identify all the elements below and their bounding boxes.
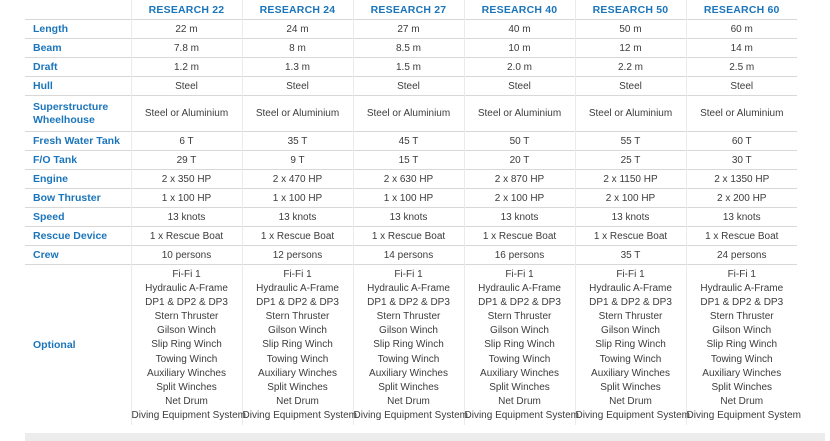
optional-item: Gilson Winch bbox=[268, 325, 327, 337]
spec-value bbox=[464, 265, 579, 426]
spec-value: 22 m bbox=[131, 20, 242, 39]
spec-value: 2 x 1150 HP bbox=[575, 170, 686, 189]
optional-item: Hydraulic A-Frame bbox=[256, 283, 339, 295]
spec-value: 1 x Rescue Boat bbox=[686, 227, 797, 246]
optional-item: Hydraulic A-Frame bbox=[367, 283, 450, 295]
spec-value: 10 m bbox=[464, 39, 575, 58]
table-row bbox=[25, 227, 797, 246]
spec-value: 2 x 100 HP bbox=[464, 189, 575, 208]
spec-value: 2 x 200 HP bbox=[686, 189, 797, 208]
optional-item: Split Winches bbox=[156, 381, 217, 393]
row-label: Length bbox=[33, 22, 68, 35]
spec-value: 2.5 m bbox=[686, 58, 797, 77]
spec-value: 13 knots bbox=[242, 208, 353, 227]
spec-value: 50 m bbox=[575, 20, 686, 39]
spec-value: Steel bbox=[353, 77, 464, 96]
header-row bbox=[25, 0, 797, 20]
optional-item: Towing Winch bbox=[377, 353, 440, 365]
optional-item: DP1 & DP2 & DP3 bbox=[478, 297, 561, 309]
spec-value: 9 T bbox=[242, 151, 353, 170]
spec-value: 45 T bbox=[353, 132, 464, 151]
table-row bbox=[25, 20, 797, 39]
row-label: Engine bbox=[33, 172, 69, 185]
spec-value: 7.8 m bbox=[131, 39, 242, 58]
row-label: Beam bbox=[33, 41, 62, 54]
optional-item: Slip Ring Winch bbox=[262, 339, 333, 351]
spec-value: 1 x Rescue Boat bbox=[464, 227, 575, 246]
spec-value: Steel or Aluminium bbox=[575, 96, 686, 132]
table-row bbox=[25, 77, 797, 96]
spec-value: 60 m bbox=[686, 20, 797, 39]
spec-value: 29 T bbox=[131, 151, 242, 170]
column-header: RESEARCH 24 bbox=[242, 0, 353, 20]
optional-item: Slip Ring Winch bbox=[484, 339, 555, 351]
optional-item: Auxiliary Winches bbox=[369, 367, 448, 379]
spec-value: Steel or Aluminium bbox=[686, 96, 797, 132]
optional-item: Hydraulic A-Frame bbox=[145, 283, 228, 295]
row-label: Rescue Device bbox=[33, 229, 108, 242]
optional-item: Towing Winch bbox=[266, 353, 329, 365]
optional-item: Fi-Fi 1 bbox=[505, 269, 534, 280]
spec-value: Steel bbox=[464, 77, 575, 96]
optional-item: Net Drum bbox=[720, 395, 764, 407]
optional-item: Net Drum bbox=[498, 395, 541, 407]
table-row bbox=[25, 265, 797, 426]
optional-item: Split Winches bbox=[600, 381, 661, 393]
table-row bbox=[25, 132, 797, 151]
optional-item: Gilson Winch bbox=[379, 325, 438, 337]
spec-value: 1.2 m bbox=[131, 58, 242, 77]
spec-value: 2.0 m bbox=[464, 58, 575, 77]
spec-value: 2 x 870 HP bbox=[464, 170, 575, 189]
spec-value bbox=[242, 265, 357, 426]
spec-value: 14 m bbox=[686, 39, 797, 58]
column-header: RESEARCH 60 bbox=[686, 0, 797, 20]
spec-value: 14 persons bbox=[353, 246, 464, 265]
table-row bbox=[25, 189, 797, 208]
spec-value: 25 T bbox=[575, 151, 686, 170]
spec-value: 40 m bbox=[464, 20, 575, 39]
spec-value: 8 m bbox=[242, 39, 353, 58]
optional-item: Fi-Fi 1 bbox=[172, 269, 201, 280]
optional-item: Fi-Fi 1 bbox=[727, 269, 756, 280]
optional-item: Net Drum bbox=[276, 395, 319, 407]
spec-value: 2 x 350 HP bbox=[131, 170, 242, 189]
optional-item: Net Drum bbox=[609, 395, 652, 407]
spec-value: 1 x Rescue Boat bbox=[131, 227, 242, 246]
spec-value: 12 m bbox=[575, 39, 686, 58]
spec-value: Steel or Aluminium bbox=[242, 96, 353, 132]
column-header: RESEARCH 22 bbox=[131, 0, 242, 20]
optional-item: Auxiliary Winches bbox=[480, 367, 559, 379]
optional-item: Stern Thruster bbox=[265, 311, 330, 323]
spec-value: 1 x Rescue Boat bbox=[242, 227, 353, 246]
optional-item: Auxiliary Winches bbox=[258, 367, 337, 379]
optional-item: Split Winches bbox=[489, 381, 550, 393]
optional-item: Fi-Fi 1 bbox=[394, 269, 423, 280]
spec-value: 1 x Rescue Boat bbox=[353, 227, 464, 246]
row-label: F/O Tank bbox=[33, 153, 78, 166]
spec-value: Steel or Aluminium bbox=[353, 96, 464, 132]
optional-item: Auxiliary Winches bbox=[702, 367, 782, 379]
optional-item: Split Winches bbox=[267, 381, 328, 393]
optional-item: Diving Equipment System bbox=[353, 409, 468, 421]
optional-item: Split Winches bbox=[711, 381, 773, 393]
optional-item: Diving Equipment System bbox=[575, 409, 690, 421]
optional-item: Towing Winch bbox=[599, 353, 662, 365]
spec-value: 16 persons bbox=[464, 246, 575, 265]
optional-item: DP1 & DP2 & DP3 bbox=[145, 297, 228, 309]
optional-item: DP1 & DP2 & DP3 bbox=[256, 297, 339, 309]
optional-item: DP1 & DP2 & DP3 bbox=[700, 297, 784, 309]
row-label: Superstructure Wheelhouse bbox=[33, 100, 109, 126]
row-label: Hull bbox=[33, 79, 53, 92]
optional-item: Net Drum bbox=[387, 395, 430, 407]
spec-value: 1 x 100 HP bbox=[353, 189, 464, 208]
table-row bbox=[25, 170, 797, 189]
spec-value: 8.5 m bbox=[353, 39, 464, 58]
row-label: Crew bbox=[33, 248, 59, 261]
spec-value: 6 T bbox=[131, 132, 242, 151]
table-row bbox=[25, 96, 797, 132]
optional-item: Stern Thruster bbox=[154, 311, 219, 323]
spec-value: Steel bbox=[575, 77, 686, 96]
spec-value bbox=[131, 265, 246, 426]
optional-item: Fi-Fi 1 bbox=[616, 269, 645, 280]
table-row bbox=[25, 151, 797, 170]
spec-value: 15 T bbox=[353, 151, 464, 170]
optional-item: Stern Thruster bbox=[709, 311, 774, 323]
optional-item: Diving Equipment System bbox=[464, 409, 579, 421]
spec-value: Steel bbox=[686, 77, 797, 96]
spec-value: 35 T bbox=[242, 132, 353, 151]
optional-item: Stern Thruster bbox=[376, 311, 441, 323]
spec-value: 27 m bbox=[353, 20, 464, 39]
optional-item: DP1 & DP2 & DP3 bbox=[589, 297, 672, 309]
table-row bbox=[25, 58, 797, 77]
spec-value: 60 T bbox=[686, 132, 797, 151]
row-label: Optional bbox=[33, 338, 76, 351]
spec-value: 1 x 100 HP bbox=[131, 189, 242, 208]
spec-value: 20 T bbox=[464, 151, 575, 170]
spec-value: 1.5 m bbox=[353, 58, 464, 77]
optional-item: Gilson Winch bbox=[712, 325, 772, 337]
optional-item: Auxiliary Winches bbox=[591, 367, 670, 379]
table-row bbox=[25, 208, 797, 227]
optional-item: Hydraulic A-Frame bbox=[700, 283, 784, 295]
optional-item: Towing Winch bbox=[710, 353, 773, 365]
spec-value: 13 knots bbox=[353, 208, 464, 227]
corner-cell bbox=[25, 0, 131, 20]
optional-item: Stern Thruster bbox=[598, 311, 663, 323]
spec-value: 2 x 470 HP bbox=[242, 170, 353, 189]
spec-value: 10 persons bbox=[131, 246, 242, 265]
spec-value bbox=[686, 265, 801, 426]
optional-item: Slip Ring Winch bbox=[151, 339, 222, 351]
optional-item: Towing Winch bbox=[155, 353, 218, 365]
row-label: Speed bbox=[33, 210, 65, 223]
optional-item: Slip Ring Winch bbox=[706, 339, 778, 351]
optional-item: Diving Equipment System bbox=[131, 409, 246, 421]
row-label: Fresh Water Tank bbox=[33, 134, 120, 147]
table-row bbox=[25, 39, 797, 58]
spec-value: 50 T bbox=[464, 132, 575, 151]
row-label: Draft bbox=[33, 60, 58, 73]
spec-value: 2 x 1350 HP bbox=[686, 170, 797, 189]
next-section-bar bbox=[25, 433, 825, 441]
spec-value bbox=[575, 265, 690, 426]
spec-value: 1 x 100 HP bbox=[242, 189, 353, 208]
optional-item: Towing Winch bbox=[488, 353, 551, 365]
row-label: Bow Thruster bbox=[33, 191, 101, 204]
spec-value: 35 T bbox=[575, 246, 686, 265]
spec-value: 1 x Rescue Boat bbox=[575, 227, 686, 246]
spec-value: 13 knots bbox=[131, 208, 242, 227]
optional-item: Hydraulic A-Frame bbox=[478, 283, 561, 295]
table-row bbox=[25, 246, 797, 265]
optional-item: Split Winches bbox=[378, 381, 439, 393]
spec-value bbox=[353, 265, 468, 426]
optional-item: DP1 & DP2 & DP3 bbox=[367, 297, 450, 309]
optional-item: Slip Ring Winch bbox=[595, 339, 666, 351]
column-header: RESEARCH 50 bbox=[575, 0, 686, 20]
spec-value: Steel bbox=[131, 77, 242, 96]
optional-item: Stern Thruster bbox=[487, 311, 552, 323]
optional-item: Hydraulic A-Frame bbox=[589, 283, 672, 295]
spec-value: 2 x 100 HP bbox=[575, 189, 686, 208]
spec-value: 13 knots bbox=[686, 208, 797, 227]
spec-value: Steel or Aluminium bbox=[464, 96, 575, 132]
optional-item: Diving Equipment System bbox=[242, 409, 357, 421]
spec-value: 2.2 m bbox=[575, 58, 686, 77]
optional-item: Diving Equipment System bbox=[686, 409, 801, 421]
spec-value: 55 T bbox=[575, 132, 686, 151]
optional-item: Auxiliary Winches bbox=[147, 367, 226, 379]
spec-value: 1.3 m bbox=[242, 58, 353, 77]
spec-value: 13 knots bbox=[575, 208, 686, 227]
optional-item: Net Drum bbox=[165, 395, 208, 407]
spec-value: 24 m bbox=[242, 20, 353, 39]
column-header: RESEARCH 40 bbox=[464, 0, 575, 20]
spec-value: 30 T bbox=[686, 151, 797, 170]
spec-value: 12 persons bbox=[242, 246, 353, 265]
spec-value: Steel bbox=[242, 77, 353, 96]
spec-value: 24 persons bbox=[686, 246, 797, 265]
optional-item: Slip Ring Winch bbox=[373, 339, 444, 351]
optional-item: Gilson Winch bbox=[157, 325, 216, 337]
spec-value: 2 x 630 HP bbox=[353, 170, 464, 189]
spec-value: Steel or Aluminium bbox=[131, 96, 242, 132]
spec-value: 13 knots bbox=[464, 208, 575, 227]
vessel-specs-table bbox=[25, 0, 801, 425]
column-header: RESEARCH 27 bbox=[353, 0, 464, 20]
optional-item: Gilson Winch bbox=[490, 325, 549, 337]
optional-item: Gilson Winch bbox=[601, 325, 660, 337]
optional-item: Fi-Fi 1 bbox=[283, 269, 312, 280]
